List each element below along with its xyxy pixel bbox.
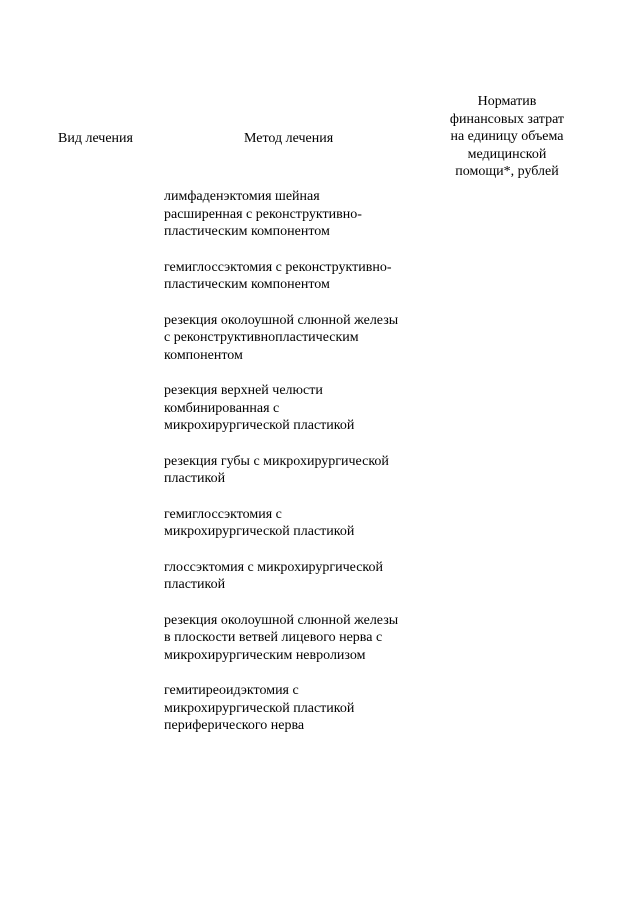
treatment-method-list xyxy=(164,188,434,753)
treatment-method-item: гемитиреоидэктомия с микрохирургической пластикой периферического нерва xyxy=(164,683,355,733)
column-header-cost-standard xyxy=(432,93,582,181)
treatment-method-item: гемиглоссэктомия с микрохирургической пластикой xyxy=(164,506,355,539)
treatment-method-item: резекция околоушной слюнной железы в плоскости ветвей лицевого нерва с микрохирургическим невролизом xyxy=(164,612,399,663)
treatment-method-item: глоссэктомия с микрохирургической пластикой xyxy=(164,559,384,592)
treatment-method-item: резекция губы с микрохирургической пластикой xyxy=(164,453,389,486)
cost-standard-text: Норматив финансовых затрат на единицу объема медицинской помощи*, рублей xyxy=(449,94,565,179)
treatment-method-item: резекция околоушной слюнной железы с реконструктивнопластическим компонентом xyxy=(164,312,399,363)
column-header-treatment-type: Вид лечения xyxy=(58,131,133,146)
treatment-method-item: лимфаденэктомия шейная расширенная с реконструктивно- пластическим компонентом xyxy=(164,189,362,239)
treatment-method-item: резекция верхней челюсти комбинированная с микрохирургической пластикой xyxy=(164,383,355,433)
treatment-method-item: гемиглоссэктомия с реконструктивно- пластическим компонентом xyxy=(164,259,392,292)
column-header-treatment-method: Метод лечения xyxy=(244,131,334,146)
